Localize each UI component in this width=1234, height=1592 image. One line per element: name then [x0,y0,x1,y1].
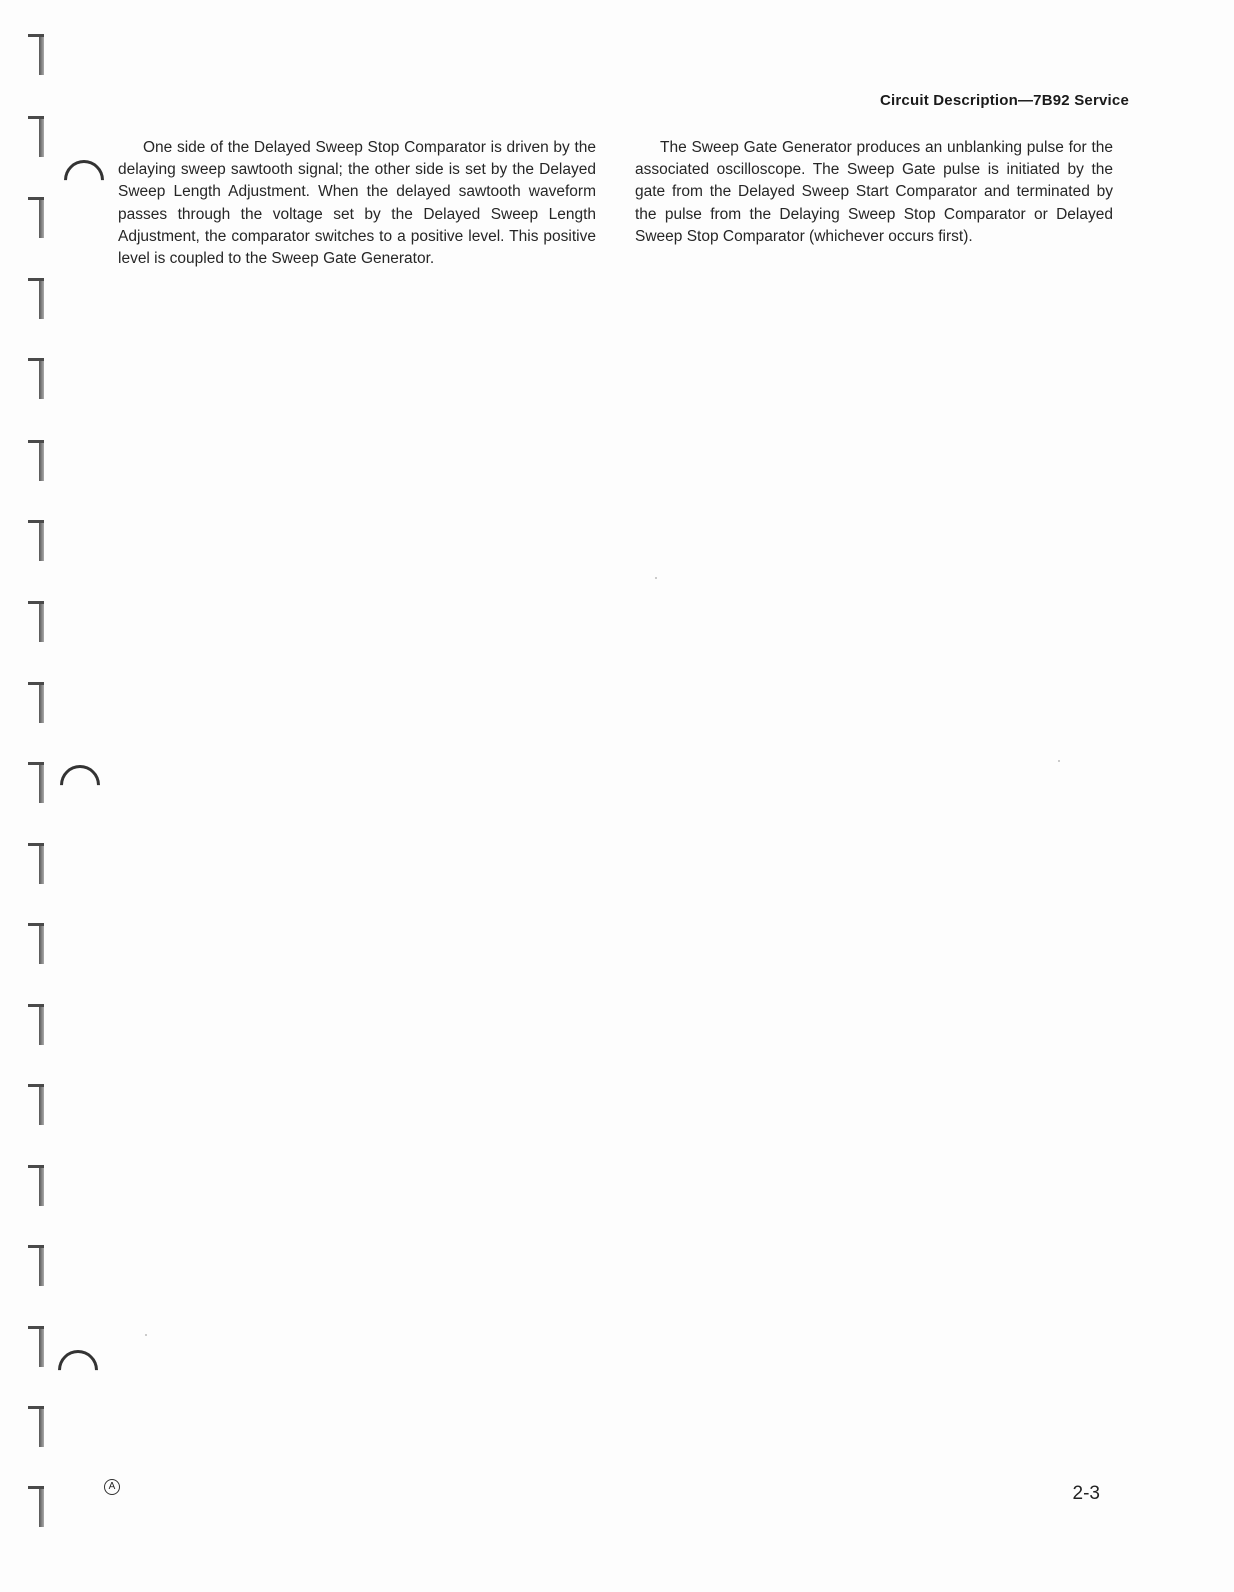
binder-mark [28,682,46,724]
binder-mark [28,1084,46,1126]
scan-speck [655,577,657,579]
binder-mark [28,601,46,643]
binder-hole [50,1342,107,1399]
binder-mark [28,520,46,562]
left-column-paragraph: One side of the Delayed Sweep Stop Comparator is driven by the delaying sweep sawtooth signal; the other side is set by the Delayed Sweep Length Adjustment. When the delayed sawtooth waveform passes through the voltage set by the Delayed Sweep Length Adjustment, the comparator switches to a positive level. This positive level is coupled to the Sweep Gate Generator. [118,139,596,268]
binder-mark [28,34,46,76]
binder-mark [28,440,46,482]
binder-mark [28,1165,46,1207]
binder-mark [28,1004,46,1046]
right-column-paragraph: The Sweep Gate Generator produces an unblanking pulse for the associated oscilloscope. The Sweep Gate pulse is initiated by the gate from the Delayed Sweep Start Comparator and terminated by the pulse from the Delaying Sweep Stop Comparator or Delayed Sweep Stop Comparator (whichever occurs first). [635,139,1113,245]
binder-mark [28,197,46,239]
scan-speck [145,1334,147,1336]
binder-hole [52,757,109,814]
running-head: Circuit Description—7B92 Service [880,92,1129,109]
binder-hole [56,152,113,209]
binder-mark [28,923,46,965]
revision-mark: A [104,1479,120,1495]
binder-mark [28,1326,46,1368]
binder-mark [28,1245,46,1287]
binder-mark [28,762,46,804]
binder-mark [28,358,46,400]
binder-mark [28,843,46,885]
page-number: 2-3 [1072,1483,1100,1504]
binder-mark [28,1486,46,1528]
binder-edge-marks [28,30,48,1570]
binder-mark [28,278,46,320]
scan-speck [1058,760,1060,762]
binder-mark [28,1406,46,1448]
binder-mark [28,116,46,158]
